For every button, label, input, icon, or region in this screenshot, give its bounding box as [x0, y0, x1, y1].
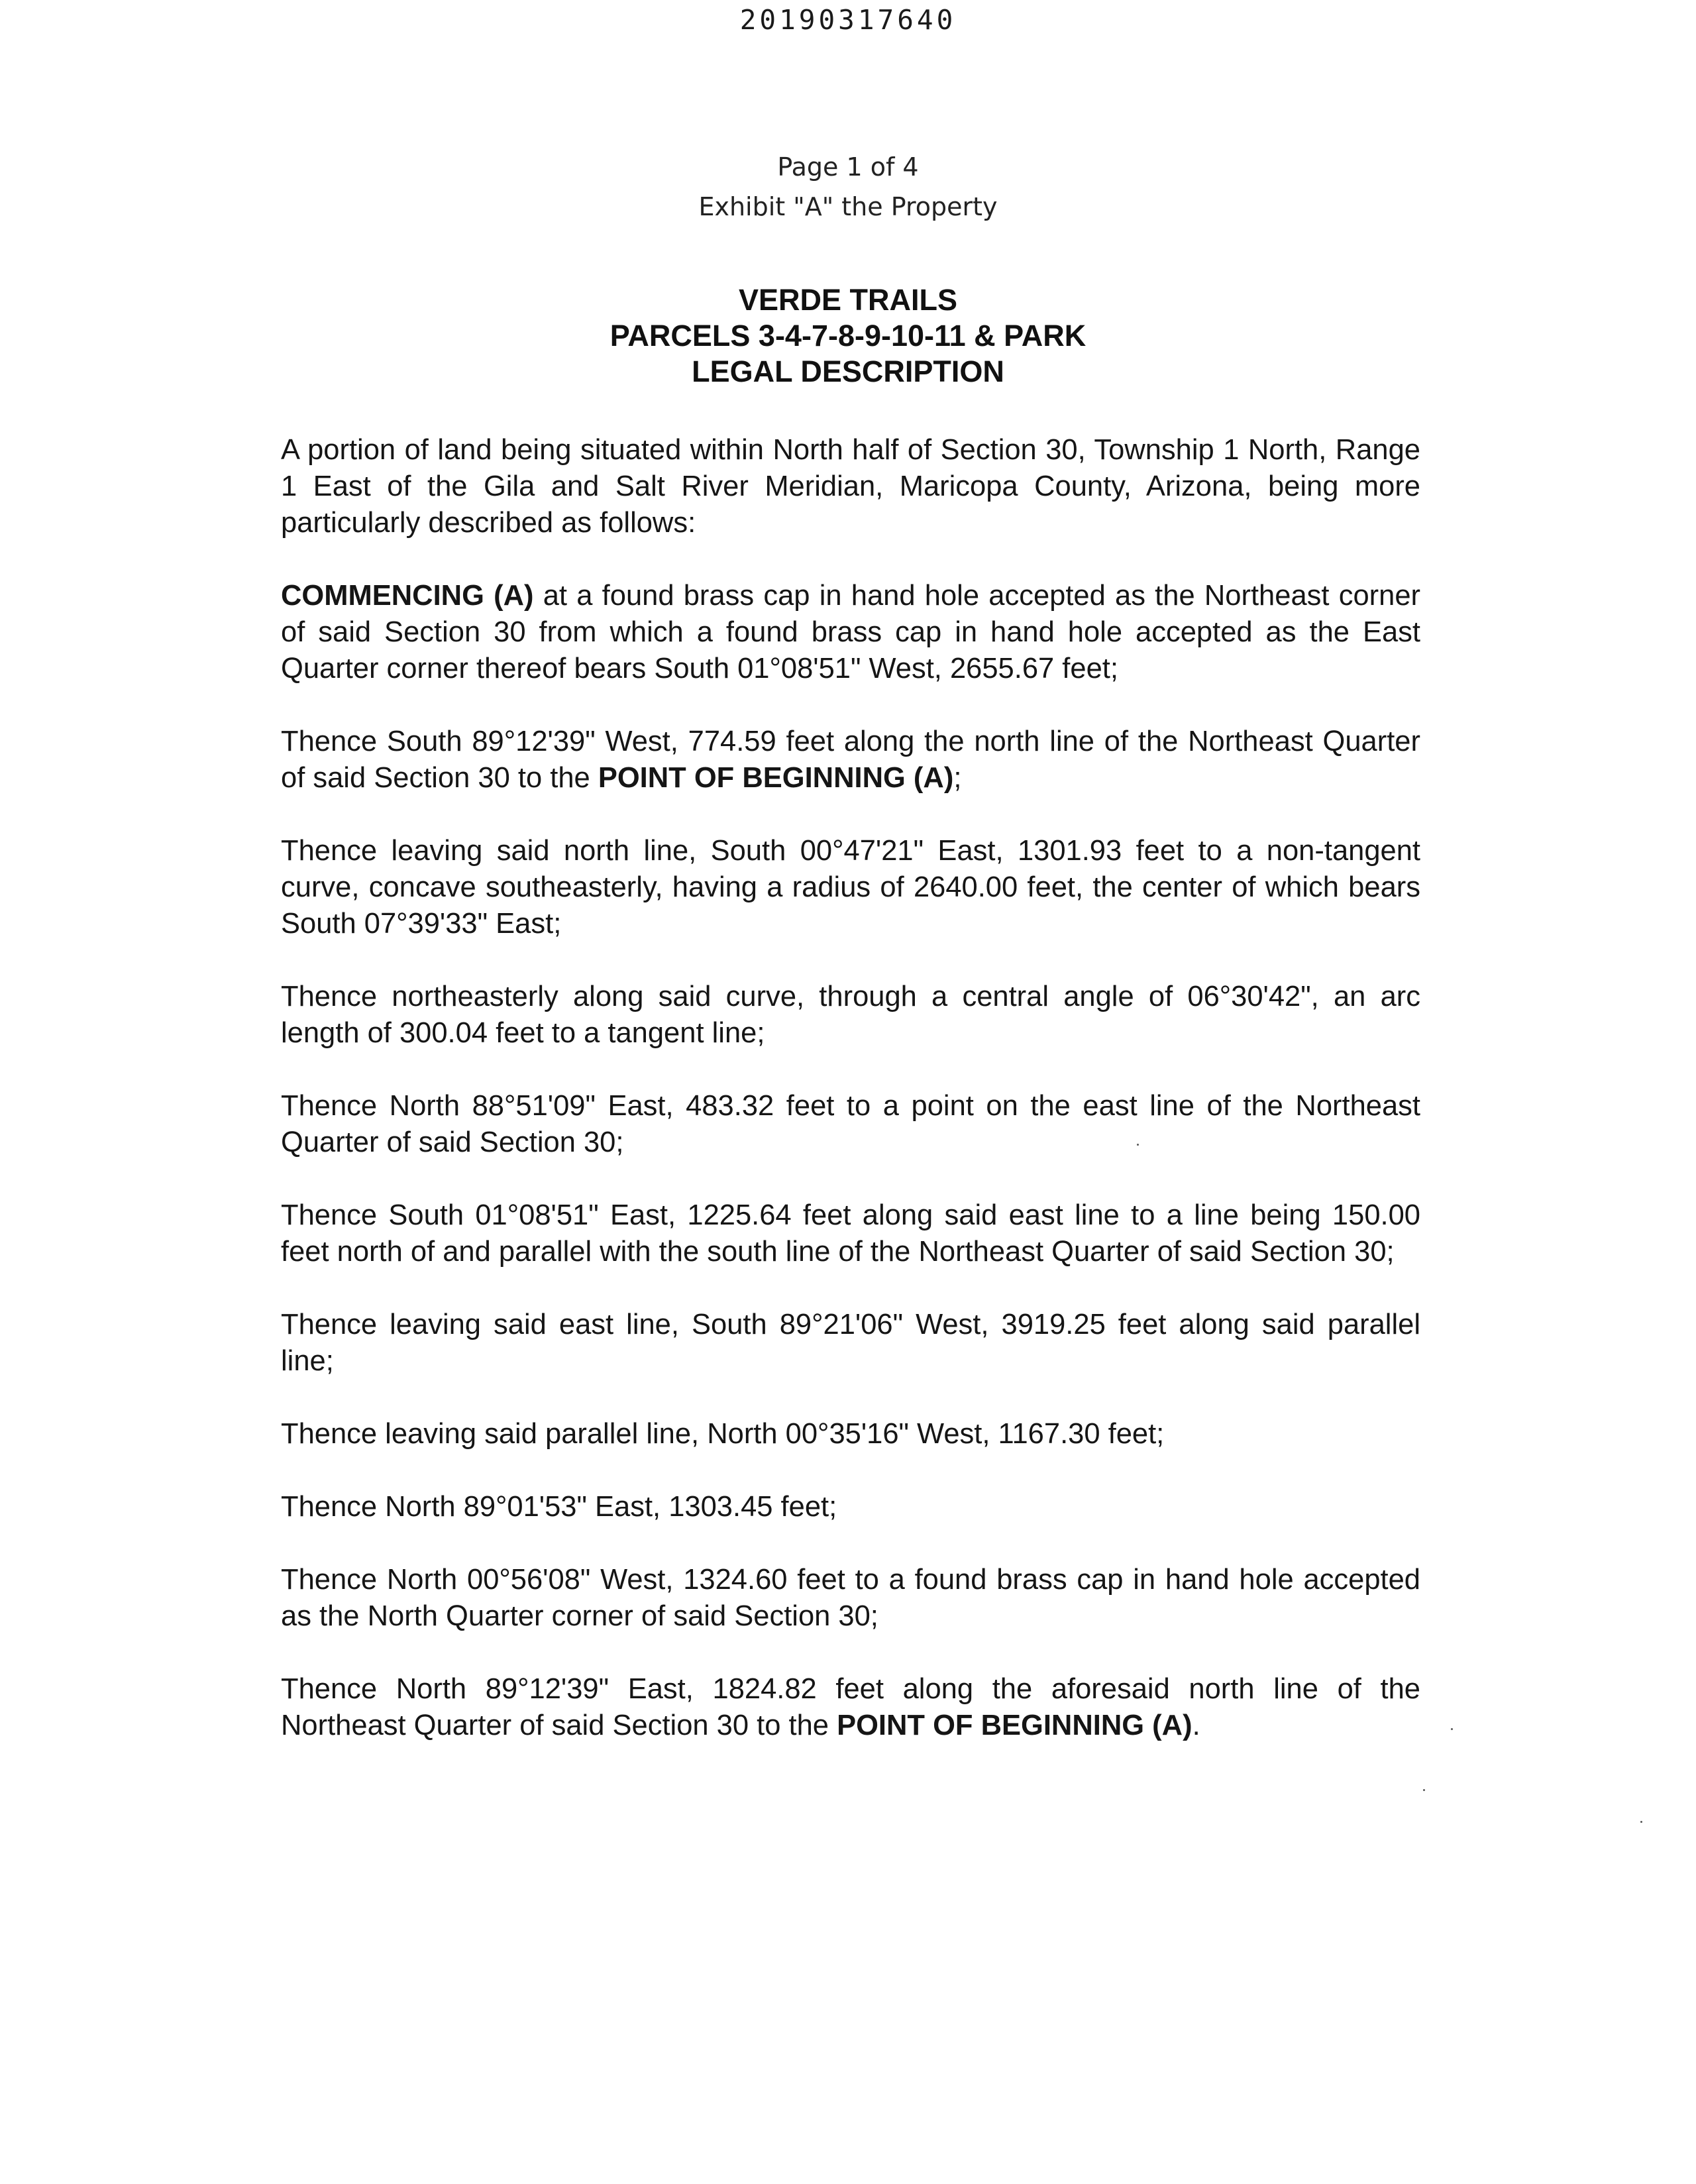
- course-paragraph-3: Thence northeasterly along said curve, through a central angle of 06°30'42", an arc length of 300.04 feet to a tangent line;: [281, 981, 1420, 1049]
- title-block: [0, 282, 1696, 390]
- scan-speck: [1137, 1144, 1139, 1146]
- document-number: 20190317640: [739, 4, 957, 36]
- course-paragraph-6: Thence leaving said east line, South 89°21'06" West, 3919.25 feet along said parallel line;: [281, 1309, 1420, 1377]
- course-10-end: .: [1192, 1710, 1200, 1741]
- scan-speck: [1640, 1821, 1642, 1823]
- course-10-text: Thence North 89°12'39" East, 1824.82 feet along the aforesaid north line of the Northeast Quarter of said Section 30 to the: [281, 1673, 1420, 1741]
- title-line-project: VERDE TRAILS: [738, 283, 958, 317]
- course-paragraph-7: Thence leaving said parallel line, North 00°35'16" West, 1167.30 feet;: [281, 1418, 1165, 1450]
- course-1-text: Thence South 89°12'39" West, 774.59 feet along the north line of the Northeast Quarter of said Section 30 to the: [281, 726, 1420, 794]
- page-info: [0, 147, 1696, 227]
- course-paragraph-9: Thence North 00°56'08" West, 1324.60 feet to a found brass cap in hand hole accepted as the North Quarter corner of said Section 30;: [281, 1564, 1420, 1632]
- commencing-text: at a found brass cap in hand hole accepted as the Northeast corner of said Section 30 from which a found brass cap in hand hole accepted as the East Quarter corner thereof bears South 01°08'51" West, 2655.67 feet;: [281, 580, 1421, 684]
- course-paragraph-4: Thence North 88°51'09" East, 483.32 feet to a point on the east line of the Northeast Quarter of said Section 30;: [281, 1090, 1420, 1158]
- point-of-beginning-label: POINT OF BEGINNING (A): [598, 762, 954, 794]
- course-paragraph-2: Thence leaving said north line, South 00°47'21" East, 1301.93 feet to a non-tangent curve, concave southeasterly, having a radius of 2640.00 feet, the center of which bears South 07°39'33" East;: [281, 835, 1420, 940]
- scan-speck: [1423, 1789, 1425, 1791]
- intro-paragraph: A portion of land being situated within North half of Section 30, Township 1 North, Range 1 East of the Gila and Salt River Meridian, Maricopa County, Arizona, being more particularly described as follows:: [281, 434, 1420, 539]
- course-1-end: ;: [953, 762, 962, 794]
- course-paragraph-5: Thence South 01°08'51" East, 1225.64 feet along said east line to a line being 150.00 feet north of and parallel with the south line of the Northeast Quarter of said Section 30;: [281, 1199, 1420, 1268]
- page-label: Page 1 of 4: [777, 152, 919, 182]
- title-line-parcels: PARCELS 3-4-7-8-9-10-11 & PARK: [610, 319, 1086, 353]
- exhibit-label: Exhibit "A" the Property: [698, 192, 998, 221]
- commencing-label: COMMENCING (A): [281, 580, 534, 612]
- course-paragraph-8: Thence North 89°01'53" East, 1303.45 feet;: [281, 1491, 837, 1523]
- course-paragraph-1: [281, 724, 1420, 796]
- commencing-paragraph: [281, 578, 1420, 687]
- point-of-beginning-label-closing: POINT OF BEGINNING (A): [837, 1710, 1192, 1741]
- scan-speck: [1451, 1728, 1453, 1730]
- legal-description-body: [281, 432, 1420, 1744]
- title-line-legal-description: LEGAL DESCRIPTION: [692, 355, 1004, 388]
- course-paragraph-10: [281, 1671, 1420, 1744]
